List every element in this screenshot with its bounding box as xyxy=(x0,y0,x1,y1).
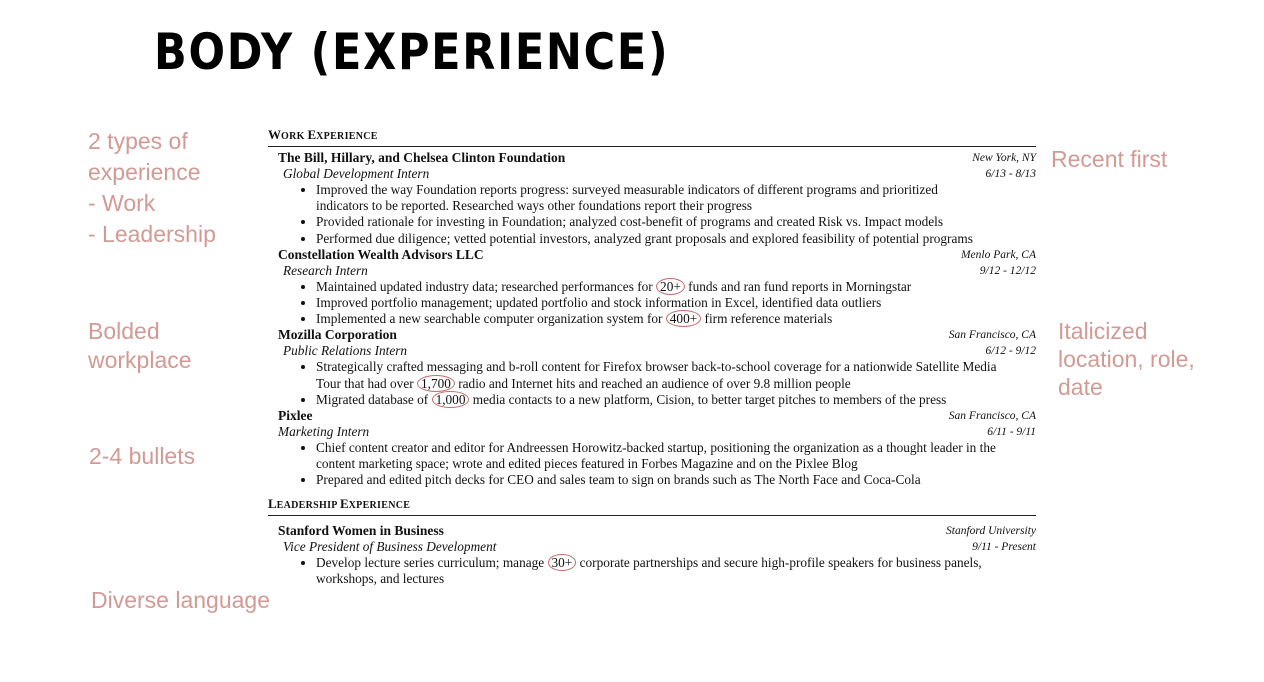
note-line: workplace xyxy=(88,347,192,373)
date: 9/11 - Present xyxy=(972,540,1036,553)
role: Public Relations Intern xyxy=(283,343,408,359)
heading-cap: E xyxy=(339,495,349,511)
note-line: experience xyxy=(88,159,201,185)
bullet-text: Maintained updated industry data; researched performances for xyxy=(316,278,657,294)
bullet-text: media contacts to a new platform, Cision, to better target pitches to members of the press xyxy=(469,391,947,407)
note-bolded-workplace xyxy=(88,317,192,375)
heading-cap: E xyxy=(307,127,317,142)
heading-smallcaps: XPERIENCE xyxy=(348,499,411,511)
note-line: - Leadership xyxy=(88,221,216,247)
role: Vice President of Business Development xyxy=(283,538,497,554)
entry-header-row xyxy=(278,150,1036,166)
entry-header-row xyxy=(278,247,1036,263)
circled-number: 1,700 xyxy=(417,375,455,392)
bullet-text: workshops, and lectures xyxy=(316,570,445,586)
work-entry-clinton-foundation xyxy=(278,150,1036,247)
heading-cap: W xyxy=(268,127,281,142)
note-line: - Work xyxy=(88,190,156,216)
entry-header-row xyxy=(278,408,1036,424)
location: Stanford University xyxy=(946,524,1036,537)
date: 6/12 - 9/12 xyxy=(985,345,1036,358)
bullet-text: Implemented a new searchable computer organization system for xyxy=(316,311,666,327)
resume-excerpt xyxy=(268,124,1036,587)
note-bullets: 2-4 bullets xyxy=(89,443,196,469)
bullet-list xyxy=(278,182,1036,247)
location: San Francisco, CA xyxy=(948,410,1036,423)
location: San Francisco, CA xyxy=(948,329,1036,342)
bullet-list xyxy=(278,359,1036,408)
bullet-list xyxy=(278,555,1036,587)
entry-role-row xyxy=(278,424,1036,440)
circled-number: 30+ xyxy=(548,554,577,571)
note-italicized xyxy=(1058,317,1195,401)
bullet-item: • Provided rationale for investing in Foundation; analyzed cost-benefit of programs and created Risk vs. Impact models xyxy=(316,214,1036,230)
circled-number: 400+ xyxy=(666,310,701,327)
circled-number: 1,000 xyxy=(432,391,470,408)
bullet-text: Strategically crafted messaging and b-roll content for Firefox browser back-to-school coverage for a nationwide Satellite Media xyxy=(316,359,997,375)
note-line: location, role, xyxy=(1058,346,1195,372)
bullet-item: • Performed due diligence; vetted potential investors, analyzed grant proposals and explored feasibility of potential programs xyxy=(316,231,1036,247)
bullet-item xyxy=(316,279,1036,295)
entry-role-row xyxy=(278,166,1036,182)
bullet-item: • Prepared and edited pitch decks for CEO and sales team to sign on brands such as The North Face and Coca-Cola xyxy=(316,472,1036,488)
bullet-item: • Improved portfolio management; updated portfolio and stock information in Excel, identified data outliers xyxy=(316,295,1036,311)
note-line: 2 types of xyxy=(88,128,188,154)
location: New York, NY xyxy=(972,152,1036,164)
heading-smallcaps: XPERIENCE xyxy=(316,131,378,142)
bullet-text: radio and Internet hits and reached an audience of over 9.8 million people xyxy=(454,375,851,391)
bullet-list xyxy=(278,279,1036,328)
bullet-text: Migrated database of xyxy=(316,391,432,407)
entry-role-row xyxy=(278,343,1036,359)
work-entry-mozilla xyxy=(278,327,1036,408)
role: Marketing Intern xyxy=(278,424,370,440)
bullet-text: corporate partnerships and secure high-profile speakers for business panels, xyxy=(576,554,982,570)
heading-cap: L xyxy=(268,495,277,511)
bullet-text: content marketing space; wrote and edited pieces featured in Forbes Magazine and on the Pixlee Blog xyxy=(316,456,858,472)
organization-name: Mozilla Corporation xyxy=(278,327,397,343)
date: 6/13 - 8/13 xyxy=(985,168,1036,180)
role: Research Intern xyxy=(283,262,368,278)
note-line: Bolded xyxy=(88,318,160,344)
bullet-item xyxy=(316,311,1036,327)
bullet-item xyxy=(316,359,1036,391)
work-entry-pixlee xyxy=(278,408,1036,489)
note-experience-types xyxy=(88,126,216,250)
heading-smallcaps: ORK xyxy=(281,131,308,142)
bullet-item xyxy=(316,555,1036,587)
work-entry-constellation xyxy=(278,247,1036,328)
leadership-experience-heading xyxy=(268,495,1036,516)
entry-header-row xyxy=(278,327,1036,343)
note-diverse-language: Diverse language xyxy=(91,587,271,613)
bullet-text: funds and ran fund reports in Morningstar xyxy=(684,278,912,294)
organization-name: Stanford Women in Business xyxy=(278,522,444,538)
entry-role-row xyxy=(278,263,1036,279)
bullet-item xyxy=(316,392,1036,408)
note-recent-first: Recent first xyxy=(1051,146,1168,172)
bullet-text: Chief content creator and editor for Andreessen Horowitz-backed startup, positioning the organization as a thought leader in the xyxy=(316,440,996,456)
organization-name: Constellation Wealth Advisors LLC xyxy=(278,246,484,262)
bullet-list xyxy=(278,440,1036,489)
slide-title: BODY (EXPERIENCE) xyxy=(154,23,670,81)
date: 6/11 - 9/11 xyxy=(987,426,1036,439)
bullet-text: Develop lecture series curriculum; manage xyxy=(316,554,548,570)
entry-header-row xyxy=(278,523,1036,539)
bullet-text: indicators to be reported. Researched ways other foundations report their progress xyxy=(316,198,753,214)
bullet-text: firm reference materials xyxy=(701,311,833,327)
note-line: Italicized xyxy=(1058,318,1148,344)
bullet-item xyxy=(316,182,1036,214)
note-line: date xyxy=(1058,374,1103,400)
heading-smallcaps: EADERSHIP xyxy=(276,499,340,511)
date: 9/12 - 12/12 xyxy=(979,264,1036,277)
location: Menlo Park, CA xyxy=(960,248,1036,261)
circled-number: 20+ xyxy=(656,278,685,295)
leadership-entry-swib xyxy=(278,523,1036,587)
entry-role-row xyxy=(278,539,1036,555)
bullet-text: Tour that had over xyxy=(316,375,417,391)
role: Global Development Intern xyxy=(283,166,430,181)
work-experience-heading xyxy=(268,126,1036,147)
organization-name: Pixlee xyxy=(278,408,313,424)
bullet-item xyxy=(316,440,1036,472)
organization-name: The Bill, Hillary, and Chelsea Clinton Foundation xyxy=(278,150,566,165)
bullet-text: Improved the way Foundation reports progress: surveyed measurable indicators of different programs and prioritized xyxy=(316,182,938,197)
